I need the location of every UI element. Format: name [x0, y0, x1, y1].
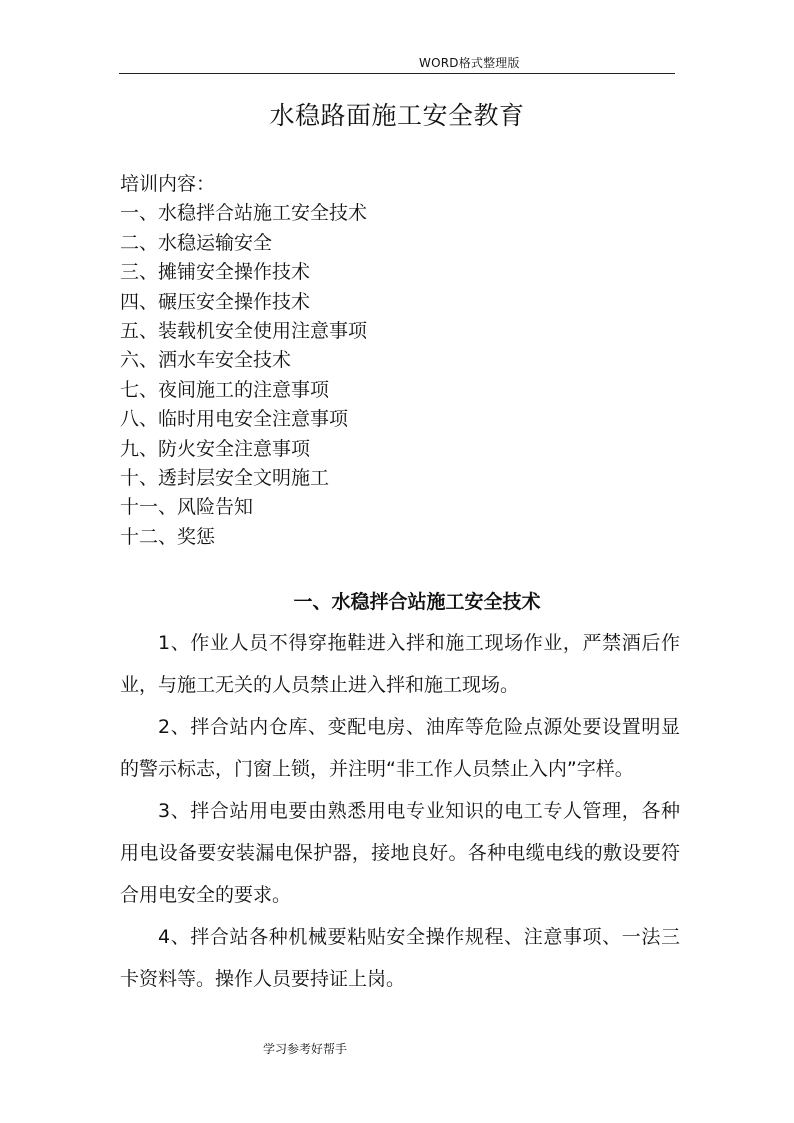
contents-intro: 培训内容： — [120, 173, 216, 195]
contents-item: 十、透封层安全文明施工 — [120, 467, 330, 490]
contents-item: 七、夜间施工的注意事项 — [120, 378, 330, 401]
page-header: WORD格式整理版 — [419, 56, 520, 70]
contents-item: 十二、奖惩 — [120, 525, 216, 548]
contents-item: 九、防火安全注意事项 — [120, 437, 311, 460]
header-divider — [119, 73, 675, 74]
body-paragraph: 4、拌合站各种机械要粘贴安全操作规程、注意事项、一法三卡资料等。操作人员要持证上岗。 — [120, 926, 680, 990]
section-body — [120, 622, 680, 1000]
contents-item: 八、临时用电安全注意事项 — [120, 408, 349, 431]
contents-item: 二、水稳运输安全 — [120, 231, 273, 254]
contents-item: 十一、风险告知 — [120, 496, 254, 519]
contents-item: 五、装载机安全使用注意事项 — [120, 320, 368, 343]
contents-item: 四、碾压安全操作技术 — [120, 290, 311, 313]
document-title: 水稳路面施工安全教育 — [269, 101, 525, 130]
contents-item: 一、水稳拌合站施工安全技术 — [120, 202, 368, 225]
contents-item: 三、摊铺安全操作技术 — [120, 261, 311, 284]
training-contents-list — [120, 170, 367, 552]
body-paragraph: 2、拌合站内仓库、变配电房、油库等危险点源处要设置明显的警示标志，门窗上锁，并注明“非工作人员禁止入内”字样。 — [120, 716, 680, 780]
contents-item: 六、洒水车安全技术 — [120, 349, 292, 372]
section-heading: 一、水稳拌合站施工安全技术 — [293, 591, 541, 613]
page-footer: 学习参考好帮手 — [263, 1042, 348, 1056]
body-paragraph: 1、作业人员不得穿拖鞋进入拌和施工现场作业，严禁酒后作业，与施工无关的人员禁止进入拌和施工现场。 — [120, 632, 680, 696]
body-paragraph: 3、拌合站用电要由熟悉用电专业知识的电工专人管理，各种用电设备要安装漏电保护器，接地良好。各种电缆电线的敷设要符合用电安全的要求。 — [120, 800, 680, 906]
